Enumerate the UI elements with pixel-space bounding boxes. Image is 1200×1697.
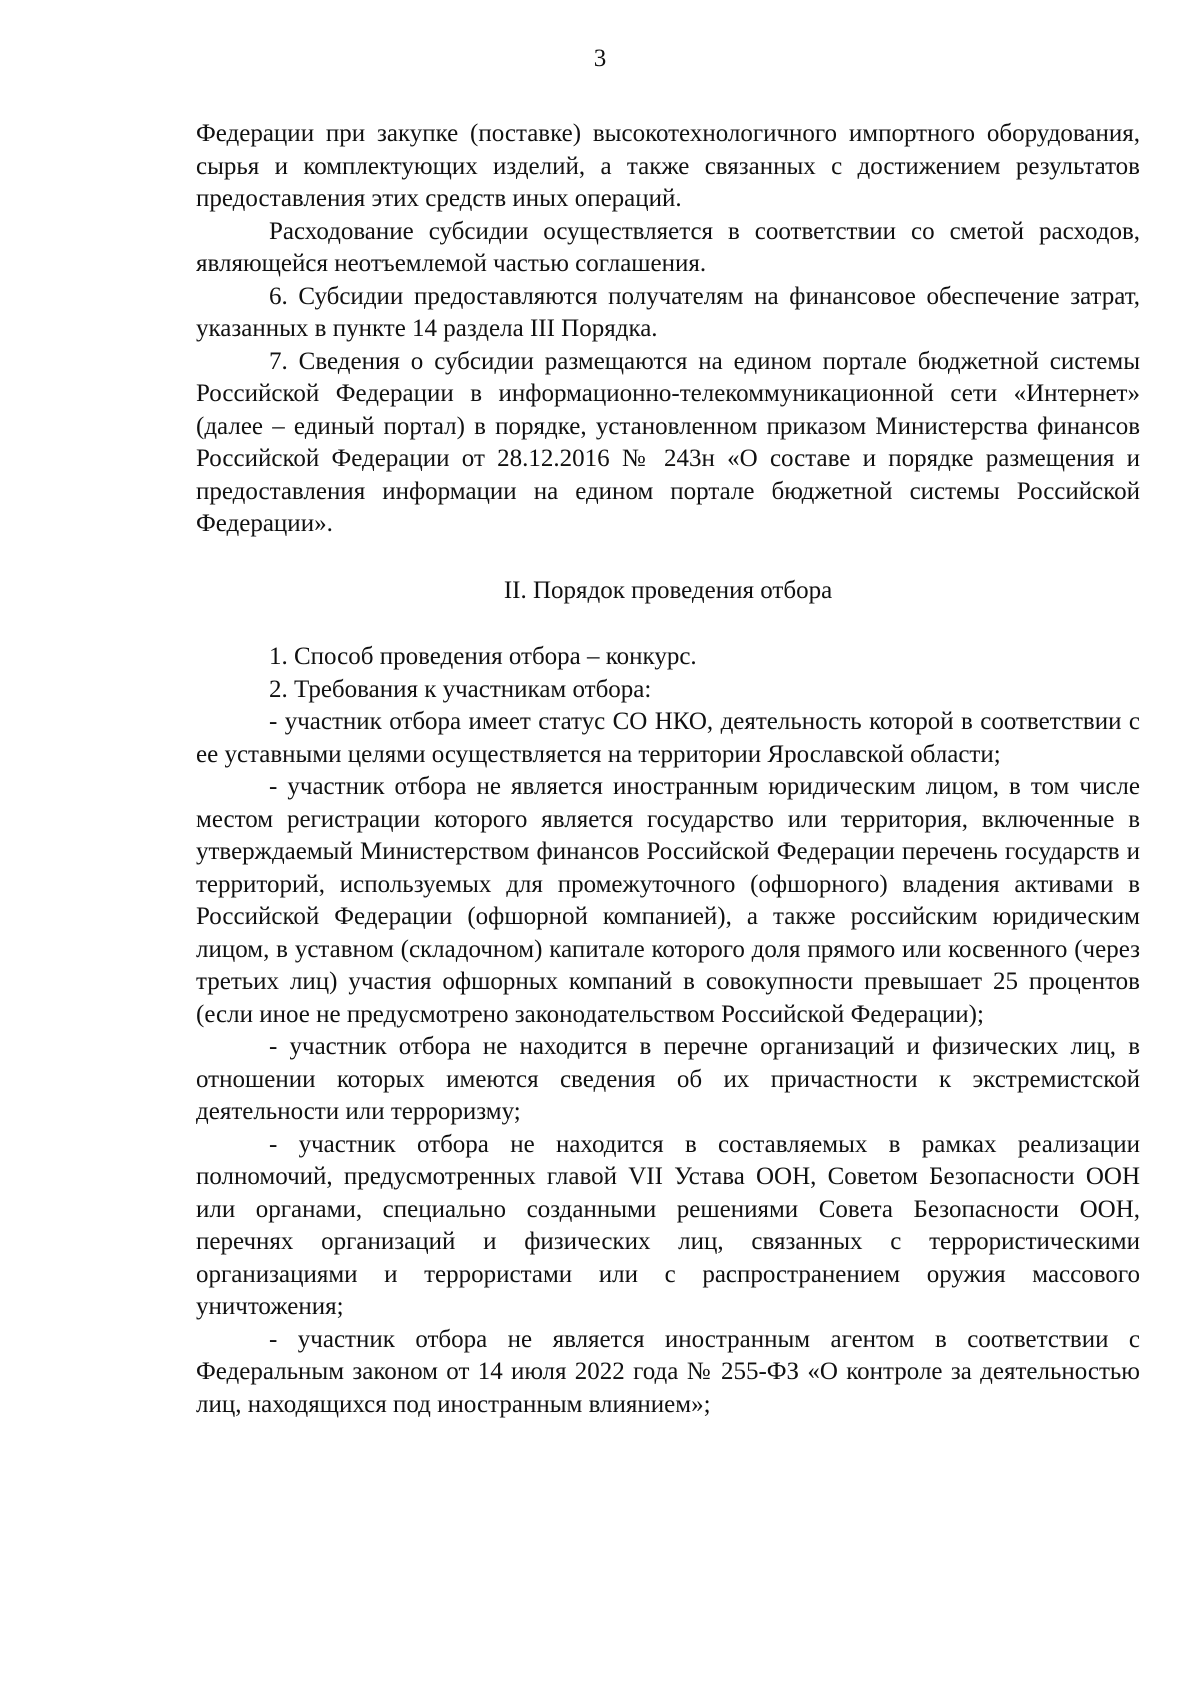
list-item: - участник отбора не является иностранным юридическим лицом, в том числе местом регистрации которого является государство или территория, включенные в утверждаемый Министерством финансов Российской Федерации перечень государств и территорий, используемых для промежуточного (офшорного) владения активами в Российской Федерации (офшорной компанией), а также российским юридическим лицом, в уставном (складочном) капитале которого доля прямого или косвенного (через третьих лиц) участия офшорных компаний в совокупности превышает 25 процентов (если иное не предусмотрено законодательством Российской Федерации); <box>196 773 1140 1028</box>
paragraph-item-7: 7. Сведения о субсидии размещаются на едином портале бюджетной системы Российской Федерации в информационно-телекоммуникационной сети «Интернет» (далее – единый портал) в порядке, установленном приказом Министерства финансов Российской Федерации от 28.12.2016 № 243н «О составе и порядке размещения и предоставления информации на едином портале бюджетной системы Российской Федерации». <box>196 347 1140 537</box>
section-heading: II. Порядок проведения отбора <box>503 576 833 604</box>
paragraph-continuation: Федерации при закупке (поставке) высокотехнологичного импортного оборудования, сырья и комплектующих изделий, а также связанных с достижением результатов предоставления этих средств иных операций. <box>196 120 1140 212</box>
list-item: 2. Требования к участникам отбора: <box>269 675 652 703</box>
list-item: - участник отбора не находится в перечне организаций и физических лиц, в отношении которых имеются сведения об их причастности к экстремистской деятельности или терроризму; <box>196 1033 1140 1125</box>
list-item: 1. Способ проведения отбора – конкурс. <box>269 643 697 670</box>
page-number: 3 <box>593 45 607 72</box>
paragraph-expenditure: Расходование субсидии осуществляется в соответствии со сметой расходов, являющейся неотъемлемой частью соглашения. <box>196 217 1140 277</box>
document-body <box>196 118 1140 1421</box>
list-item: - участник отбора имеет статус СО НКО, деятельность которой в соответствии с ее уставными целями осуществляется на территории Ярославской области; <box>196 708 1140 768</box>
list-item: - участник отбора не находится в составляемых в рамках реализации полномочий, предусмотренных главой VII Устава ООН, Советом Безопасности ООН или органами, специально созданными решениями Совета Безопасности ООН, перечнях организаций и физических лиц, связанных с террористическими организациями и террористами или с распространением оружия массового уничтожения; <box>196 1130 1140 1320</box>
list-item: - участник отбора не является иностранным агентом в соответствии с Федеральным законом от 14 июля 2022 года № 255-ФЗ «О контроле за деятельностью лиц, находящихся под иностранным влиянием»; <box>196 1325 1140 1418</box>
paragraph-item-6: 6. Субсидии предоставляются получателям на финансовое обеспечение затрат, указанных в пункте 14 раздела III Порядка. <box>196 282 1140 342</box>
